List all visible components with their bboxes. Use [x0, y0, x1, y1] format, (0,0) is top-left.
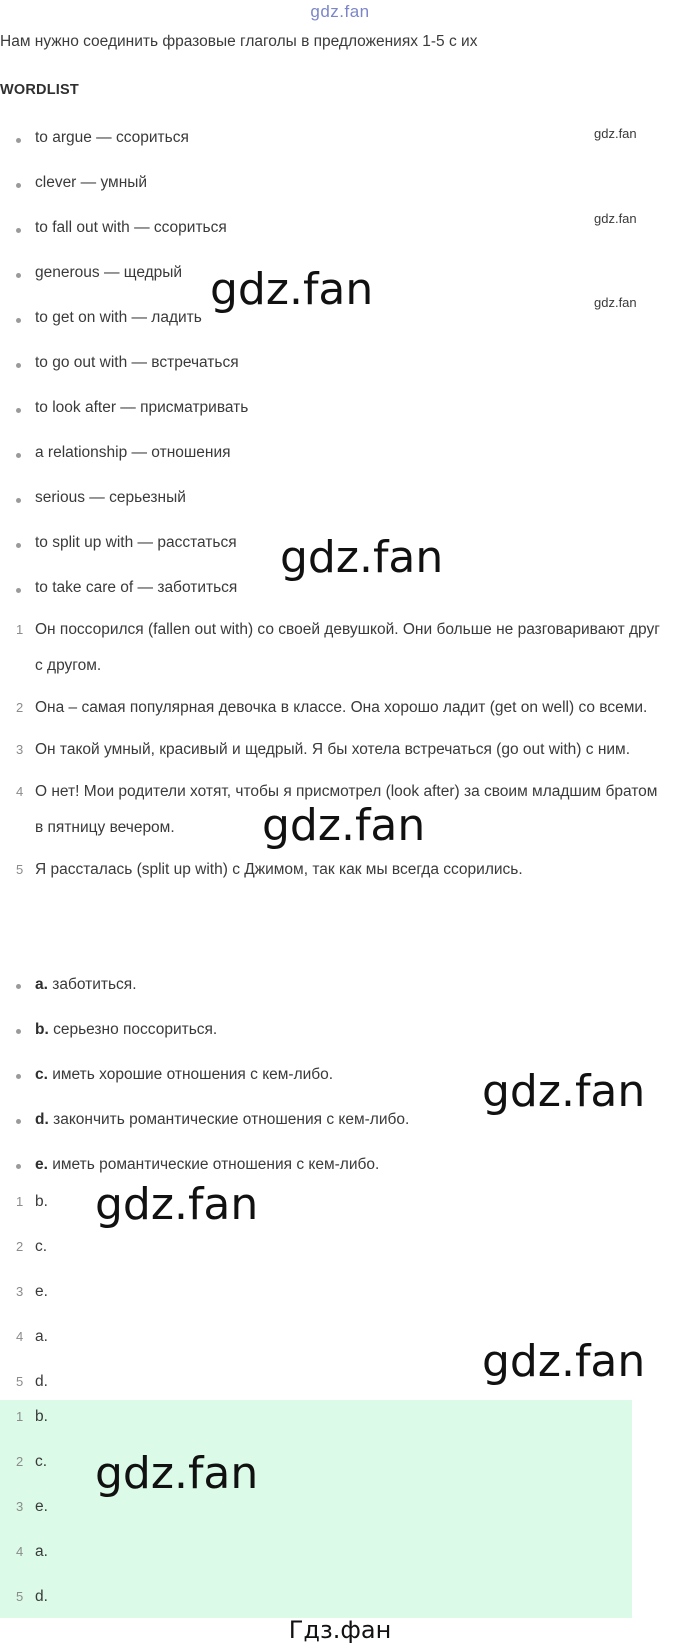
- watermark: gdz.fan: [482, 1336, 646, 1387]
- list-item: [0, 218, 680, 263]
- sentence-text: Он поссорился (fallen out with) со своей девушкой. Они больше не разговаривают друг с другом.: [35, 621, 660, 674]
- wordlist-entry: to look after — присматривать: [35, 399, 249, 416]
- answer-item: [0, 1408, 680, 1453]
- item-number: 3: [16, 1284, 24, 1299]
- watermark: gdz.fan: [594, 211, 637, 226]
- answer-text: d.: [35, 1588, 48, 1605]
- sentence-text: Она – самая популярная девочка в классе. Она хорошо ладит (get on well) со всеми.: [35, 699, 648, 716]
- definition-text: [35, 1111, 409, 1129]
- bullet-icon: [16, 363, 21, 368]
- answer-text: d.: [35, 1373, 48, 1390]
- wordlist-entry: to get on with — ладить: [35, 309, 202, 326]
- answer-text: e.: [35, 1498, 48, 1515]
- option-letter: c.: [35, 1066, 48, 1083]
- answer-text: a.: [35, 1328, 48, 1345]
- sentence-item: [0, 612, 665, 684]
- wordlist-entry: to argue — ссориться: [35, 129, 189, 146]
- item-number: 2: [16, 1239, 24, 1254]
- option-letter: b.: [35, 1021, 49, 1038]
- bullet-icon: [16, 273, 21, 278]
- wordlist-entry: serious — серьезный: [35, 489, 186, 506]
- answer-item: [0, 1283, 680, 1328]
- bullet-icon: [16, 498, 21, 503]
- option-letter: e.: [35, 1156, 48, 1173]
- bullet-icon: [16, 1164, 21, 1169]
- wordlist-entry: to fall out with — ссориться: [35, 219, 227, 236]
- item-number: 4: [16, 1544, 24, 1559]
- answer-item: [0, 1543, 680, 1588]
- answer-item: [0, 1238, 680, 1283]
- wordlist-heading: WORDLIST: [0, 82, 79, 98]
- item-number: 1: [16, 622, 24, 637]
- task-intro: Нам нужно соединить фразовые глаголы в предложениях 1-5 с их: [0, 33, 478, 50]
- item-number: 1: [16, 1409, 24, 1424]
- wordlist-entry: to take care of — заботиться: [35, 579, 238, 596]
- item-number: 5: [16, 862, 24, 877]
- item-number: 3: [16, 742, 24, 757]
- sentence-text: Он такой умный, красивый и щедрый. Я бы хотела встречаться (go out with) с ним.: [35, 741, 631, 758]
- list-item: [0, 128, 680, 173]
- bullet-icon: [16, 183, 21, 188]
- watermark: gdz.fan: [594, 126, 637, 141]
- site-logo[interactable]: gdz.fan: [310, 2, 370, 21]
- watermark: gdz.fan: [95, 1448, 259, 1499]
- sentence-item: [0, 852, 665, 888]
- bullet-icon: [16, 1029, 21, 1034]
- bullet-icon: [16, 318, 21, 323]
- item-number: 5: [16, 1374, 24, 1389]
- bullet-icon: [16, 138, 21, 143]
- item-number: 1: [16, 1194, 24, 1209]
- item-number: 4: [16, 784, 24, 799]
- list-item: [0, 488, 680, 533]
- watermark: gdz.fan: [262, 800, 426, 851]
- list-item: [0, 173, 680, 218]
- option-letter: a.: [35, 976, 48, 993]
- footer-caption: Гдз.фан: [288, 1616, 392, 1644]
- definition-text: [35, 1021, 217, 1039]
- watermark: gdz.fan: [482, 1066, 646, 1117]
- option-text: иметь хорошие отношения с кем-либо.: [47, 1066, 334, 1083]
- answer-text: b.: [35, 1193, 48, 1210]
- option-text: заботиться.: [47, 976, 137, 993]
- wordlist-entry: clever — умный: [35, 174, 148, 191]
- wordlist-entry: a relationship — отношения: [35, 444, 231, 461]
- answer-text: c.: [35, 1238, 48, 1255]
- wordlist-entry: to split up with — расстаться: [35, 534, 237, 551]
- wordlist-entry: to go out with — встречаться: [35, 354, 239, 371]
- answer-text: c.: [35, 1453, 48, 1470]
- bullet-icon: [16, 1119, 21, 1124]
- list-item: [0, 1111, 680, 1156]
- sentence-item: [0, 732, 665, 768]
- bullet-icon: [16, 984, 21, 989]
- definition-text: [35, 976, 137, 994]
- bullet-icon: [16, 228, 21, 233]
- list-item: [0, 353, 680, 398]
- definition-text: [35, 1066, 333, 1084]
- bullet-icon: [16, 408, 21, 413]
- highlighted-answers-list: [0, 1408, 680, 1633]
- list-item: [0, 1021, 680, 1066]
- list-item: [0, 443, 680, 488]
- bullet-icon: [16, 1074, 21, 1079]
- item-number: 4: [16, 1329, 24, 1344]
- sentence-text: Я рассталась (split up with) с Джимом, так как мы всегда ссорились.: [35, 861, 523, 878]
- bullet-icon: [16, 543, 21, 548]
- watermark: gdz.fan: [280, 532, 444, 583]
- bullet-icon: [16, 588, 21, 593]
- list-item: [0, 976, 680, 1021]
- sentence-item: [0, 690, 665, 726]
- option-text: иметь романтические отношения с кем-либо.: [47, 1156, 380, 1173]
- watermark: gdz.fan: [594, 295, 637, 310]
- answer-text: e.: [35, 1283, 48, 1300]
- definition-text: [35, 1156, 379, 1174]
- answer-text: a.: [35, 1543, 48, 1560]
- item-number: 5: [16, 1589, 24, 1604]
- option-letter: d.: [35, 1111, 49, 1128]
- item-number: 2: [16, 1454, 24, 1469]
- option-text: закончить романтические отношения с кем-либо.: [48, 1111, 410, 1128]
- watermark: gdz.fan: [210, 264, 374, 315]
- option-text: серьезно поссориться.: [48, 1021, 218, 1038]
- item-number: 3: [16, 1499, 24, 1514]
- sentence-text: О нет! Мои родители хотят, чтобы я присмотрел (look after) за своим младшим братом в пятницу вечером.: [35, 783, 658, 836]
- list-item: [0, 398, 680, 443]
- bullet-icon: [16, 453, 21, 458]
- wordlist-entry: generous — щедрый: [35, 264, 183, 281]
- item-number: 2: [16, 700, 24, 715]
- answer-text: b.: [35, 1408, 48, 1425]
- watermark: gdz.fan: [95, 1179, 259, 1230]
- answer-item: [0, 1498, 680, 1543]
